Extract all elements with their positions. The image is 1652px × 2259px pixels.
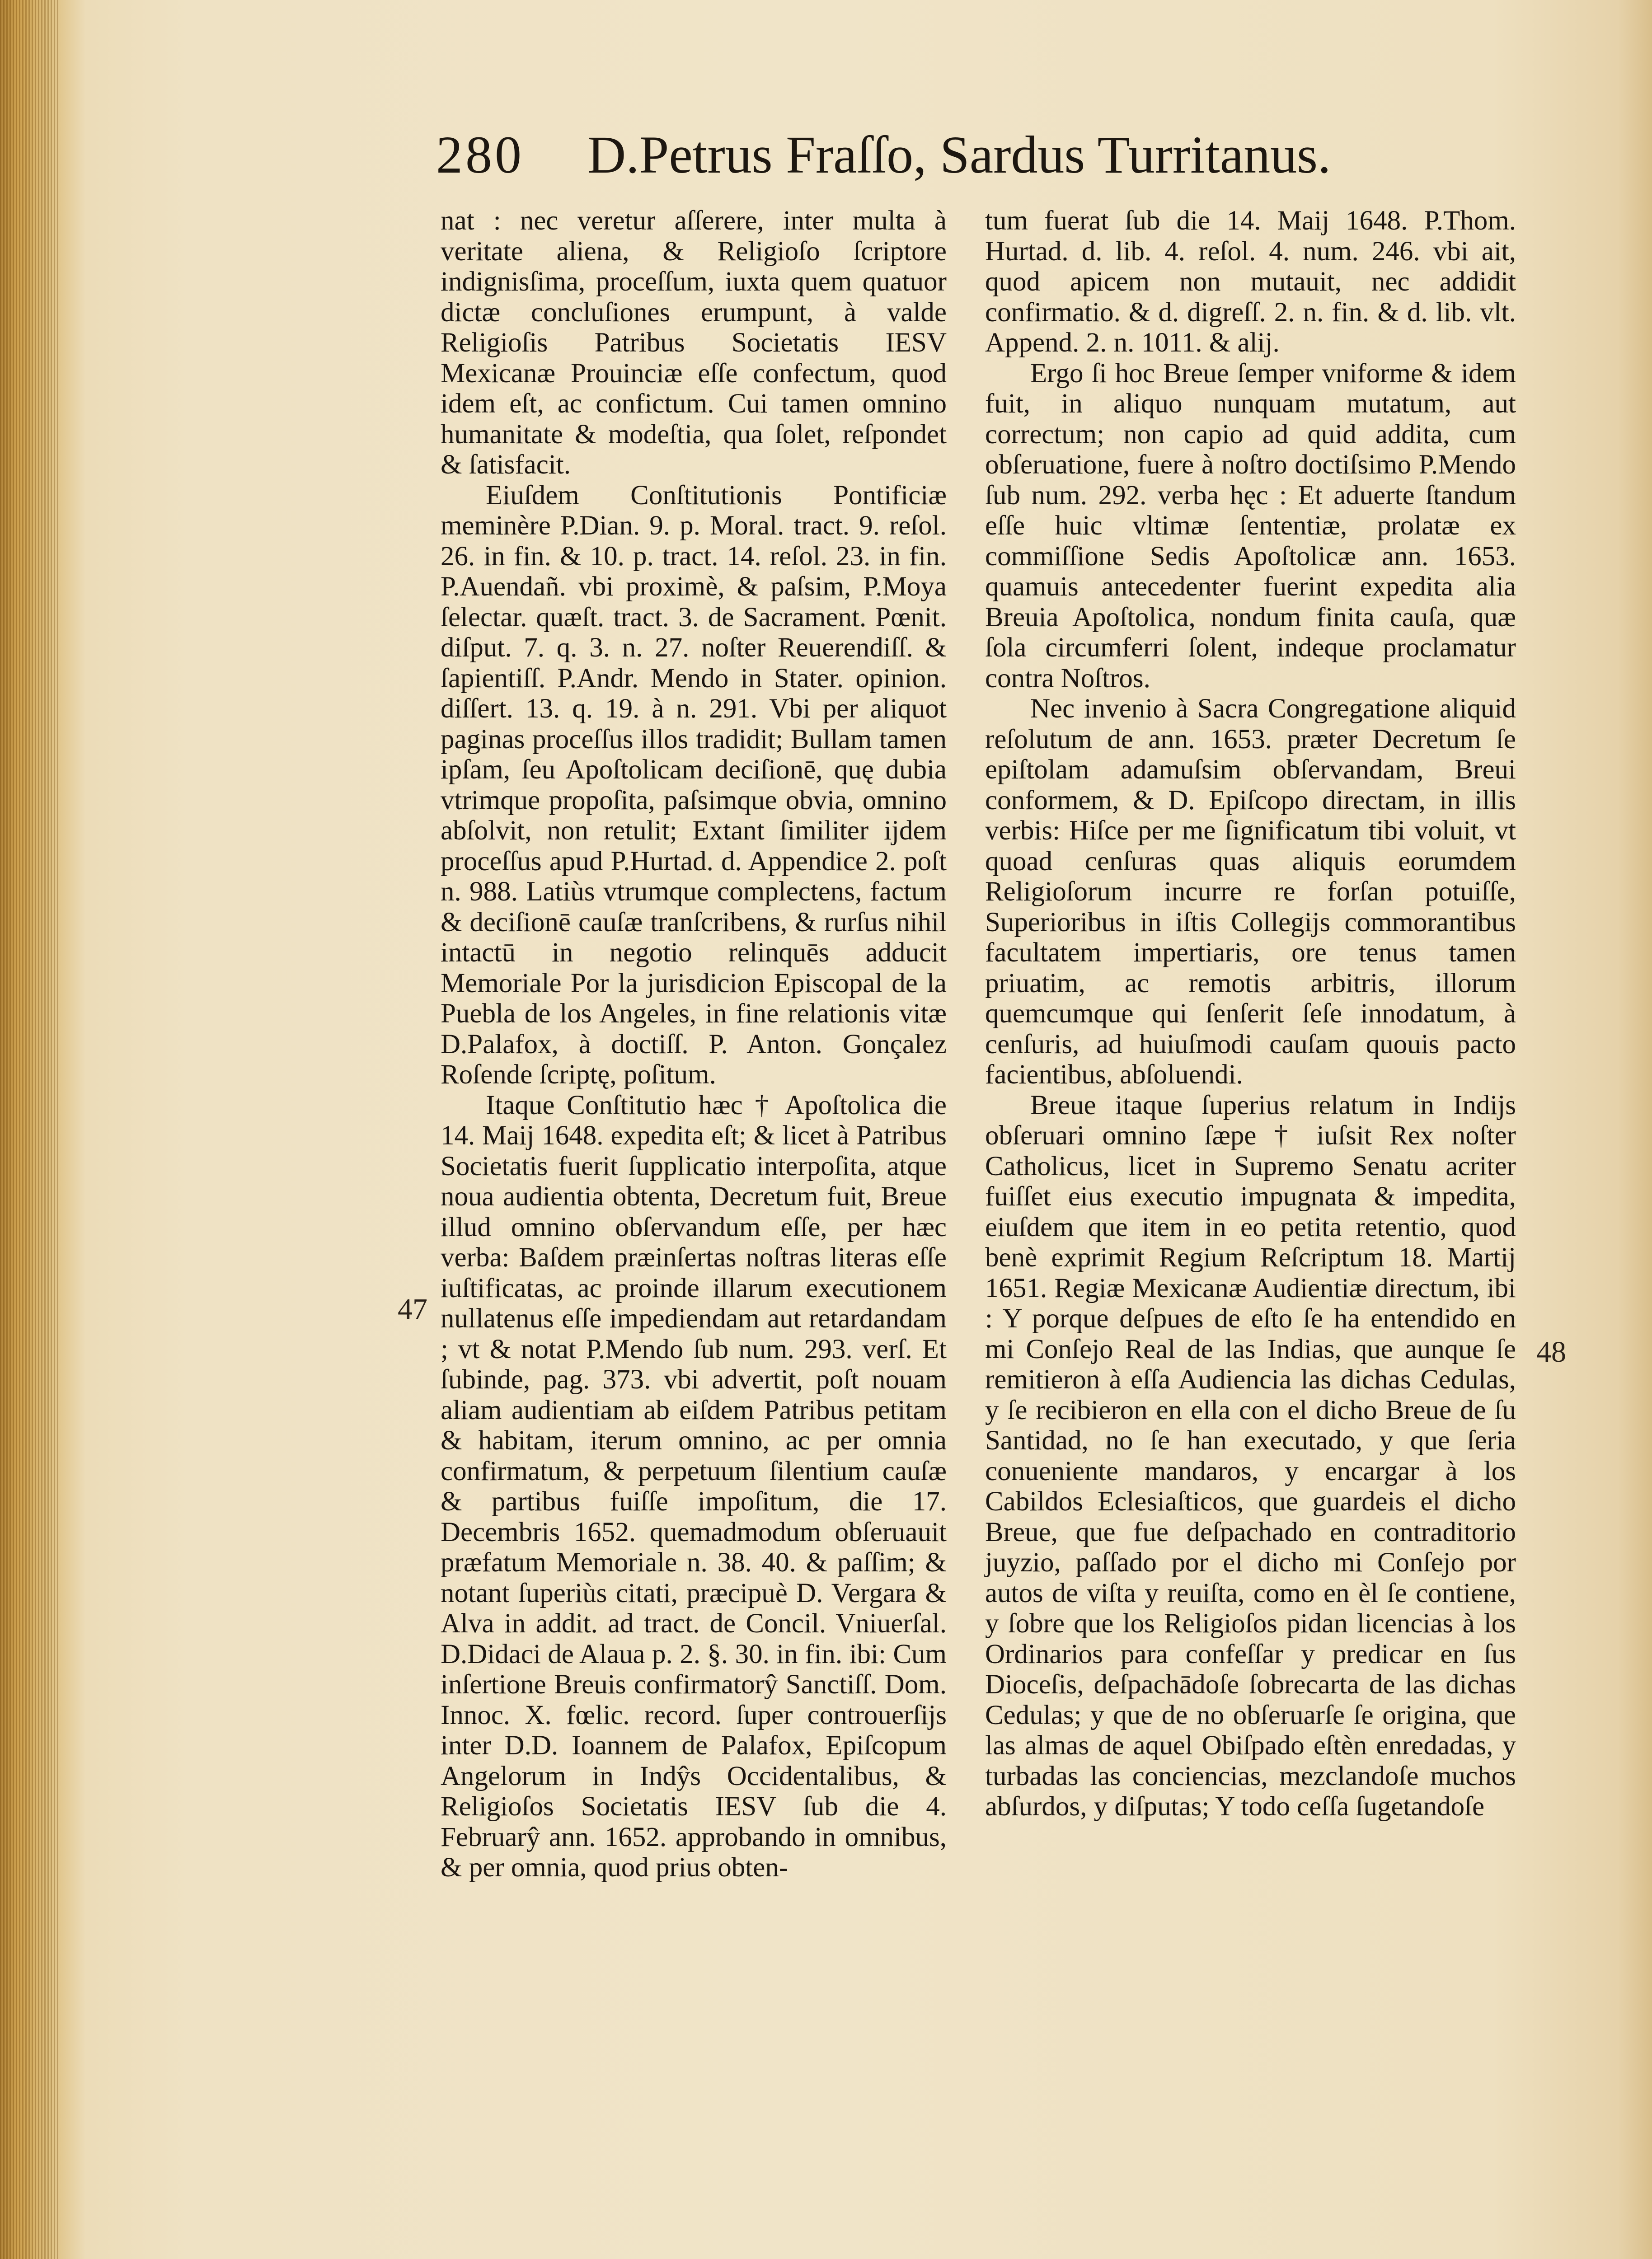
- paragraph: nat : nec veretur aſſerere, inter multa à veritate aliena, & Religioſo ſcriptore indignisſima, proceſſum, iuxta quem quatuor dictæ concluſiones erumpunt, à valde Religioſis Patribus Societatis IESV Mexicanæ Prouinciæ eſſe confectum, quod idem eſt, ac confictum. Cui tamen omnino humanitate & modeſtia, qua ſolet, reſpondet & ſatisfacit.: [441, 206, 947, 480]
- running-header: [436, 121, 1489, 198]
- paragraph: Nec invenio à Sacra Congregatione aliquid reſolutum de ann. 1653. præter Decretum ſe epiſtolam adamuſsim obſervandam, Breui conformem, & D. Epiſcopo directam, in illis verbis: Hiſce per me ſignificatum tibi voluit, vt quoad cenſuras quas aliquis eorumdem Religioſorum incurre re forſan potuiſſe, Superioribus in iſtis Collegijs commorantibus facultatem impertiaris, ore tenus tamen priuatim, ac remotis arbitris, illorum quemcumque qui ſenſerit ſeſe innodatum, à cenſuris, ad huiuſmodi cauſam quouis pacto facientibus, abſoluendi.: [985, 694, 1516, 1090]
- running-title: D.Petrus Fraſſo, Sardus Turritanus.: [587, 125, 1331, 184]
- page-number: 280: [436, 125, 524, 184]
- paragraph: Eiuſdem Conſtitutionis Pontificiæ meminère P.Dian. 9. p. Moral. tract. 9. reſol. 26. in fin. & 10. p. tract. 14. reſol. 23. in fin. P.Auendañ. vbi proximè, & paſsim, P.Moya ſelectar. quæſt. tract. 3. de Sacrament. Pœnit. diſput. 7. q. 3. n. 27. noſter Reuerendiſſ. & ſapientiſſ. P.Andr. Mendo in Stater. opinion. diſſert. 13. q. 19. à n. 291. Vbi per aliquot paginas proceſſus illos tradidit; Bullam tamen ipſam, ſeu Apoſtolicam deciſionē, quę dubia vtrimque propoſita, paſsimque obvia, omnino abſolvit, non retulit; Extant ſimiliter ijdem proceſſus apud P.Hurtad. d. Appendice 2. poſt n. 988. Latiùs vtrumque complectens, factum & deciſionē cauſæ tranſcribens, & rurſus nihil intactū in negotio relinquēs adducit Memoriale Por la jurisdicion Episcopal de la Puebla de los Angeles, in fine relationis vitæ D.Palafox, à doctiſſ. P. Anton. Gonçalez Roſende ſcriptę, poſitum.: [441, 480, 947, 1090]
- margin-note-left: 47: [398, 1293, 427, 1326]
- right-column: [985, 206, 1516, 1822]
- page-gutter-edge: [0, 0, 59, 2259]
- paragraph: tum fuerat ſub die 14. Maij 1648. P.Thom. Hurtad. d. lib. 4. reſol. 4. num. 246. vbi ait, quod apicem non mutauit, nec addidit confirmatio. & d. digreſſ. 2. n. fin. & d. lib. vlt. Append. 2. n. 1011. & alij.: [985, 206, 1516, 358]
- paragraph: Itaque Conſtitutio hæc † Apoſtolica die 14. Maij 1648. expedita eſt; & licet à Patribus Societatis fuerit ſupplicatio interpoſita, atque noua audientia obtenta, Decretum fuit, Breue illud omnino obſervandum eſſe, per hæc verba: Baſdem præinſertas noſtras literas eſſe iuſtificatas, ac proinde illarum executionem nullatenus eſſe impediendam aut retardandam ; vt & notat P.Mendo ſub num. 293. verſ. Et ſubinde, pag. 373. vbi advertit, poſt nouam aliam audientiam ab eiſdem Patribus petitam & habitam, iterum omnino, ac per omnia confirmatum, & perpetuum ſilentium cauſæ & partibus fuiſſe impoſitum, die 17. Decembris 1652. quemadmodum obſeruauit præfatum Memoriale n. 38. 40. & paſſim; & notant ſuperiùs citati, præcipuè D. Vergara & Alva in addit. ad tract. de Concil. Vniuerſal. D.Didaci de Alaua p. 2. §. 30. in fin. ibi: Cum inſertione Breuis confirmatorŷ Sanctiſſ. Dom. Innoc. X. fœlic. record. ſuper controuerſijs inter D.D. Ioannem de Palafox, Epiſcopum Angelorum in Indŷs Occidentalibus, & Religioſos Societatis IESV ſub die 4. Februarŷ ann. 1652. approbando in omnibus, & per omnia, quod prius obten-: [441, 1090, 947, 1883]
- paragraph: Breue itaque ſuperius relatum in Indijs obſeruari omnino ſæpe † iuſsit Rex noſter Catholicus, licet in Supremo Senatu acriter fuiſſet eius executio impugnata & impedita, eiuſdem que item in eo petita retentio, quod benè exprimit Regium Reſcriptum 18. Martij 1651. Regiæ Mexicanæ Audientiæ directum, ibi : Y porque deſpues de eſto ſe ha entendido en mi Conſejo Real de las Indias, que aunque ſe remitieron à eſſa Audiencia las dichas Cedulas, y ſe recibieron en ella con el dicho Breue de ſu Santidad, no ſe han executado, y que ſeria conueniente mandaros, y encargar à los Cabildos Eclesiaſticos, que guardeis el dicho Breue, que fue deſpachado en contraditorio juyzio, paſſado por el dicho mi Conſejo por autos de viſta y reuiſta, como en èl ſe contiene, y ſobre que los Religioſos pidan licencias à los Ordinarios para confeſſar y predicar en ſus Dioceſis, deſpachādoſe ſobrecarta de las dichas Cedulas; y que de no obſeruarſe ſe origina, que las almas de aquel Obiſpado eſtèn enredadas, y turbadas las conciencias, mezclandoſe muchos abſurdos, y diſputas; Y todo ceſſa ſugetandoſe: [985, 1090, 1516, 1822]
- paragraph: Ergo ſi hoc Breue ſemper vniforme & idem fuit, in aliquo nunquam mutatum, aut correctum; non capio ad quid addita, cum obſeruatione, fuere à noſtro doctiſsimo P.Mendo ſub num. 292. verba hęc : Et aduerte ſtandum eſſe huic vltimæ ſententiæ, prolatæ ex commiſſione Sedis Apoſtolicæ ann. 1653. quamuis antecedenter fuerint expedita alia Breuia Apoſtolica, nondum finita cauſa, quæ ſola circumferri ſolent, indeque proclamatur contra Noſtros.: [985, 358, 1516, 694]
- left-column: [441, 206, 947, 1883]
- margin-note-right: 48: [1536, 1336, 1566, 1369]
